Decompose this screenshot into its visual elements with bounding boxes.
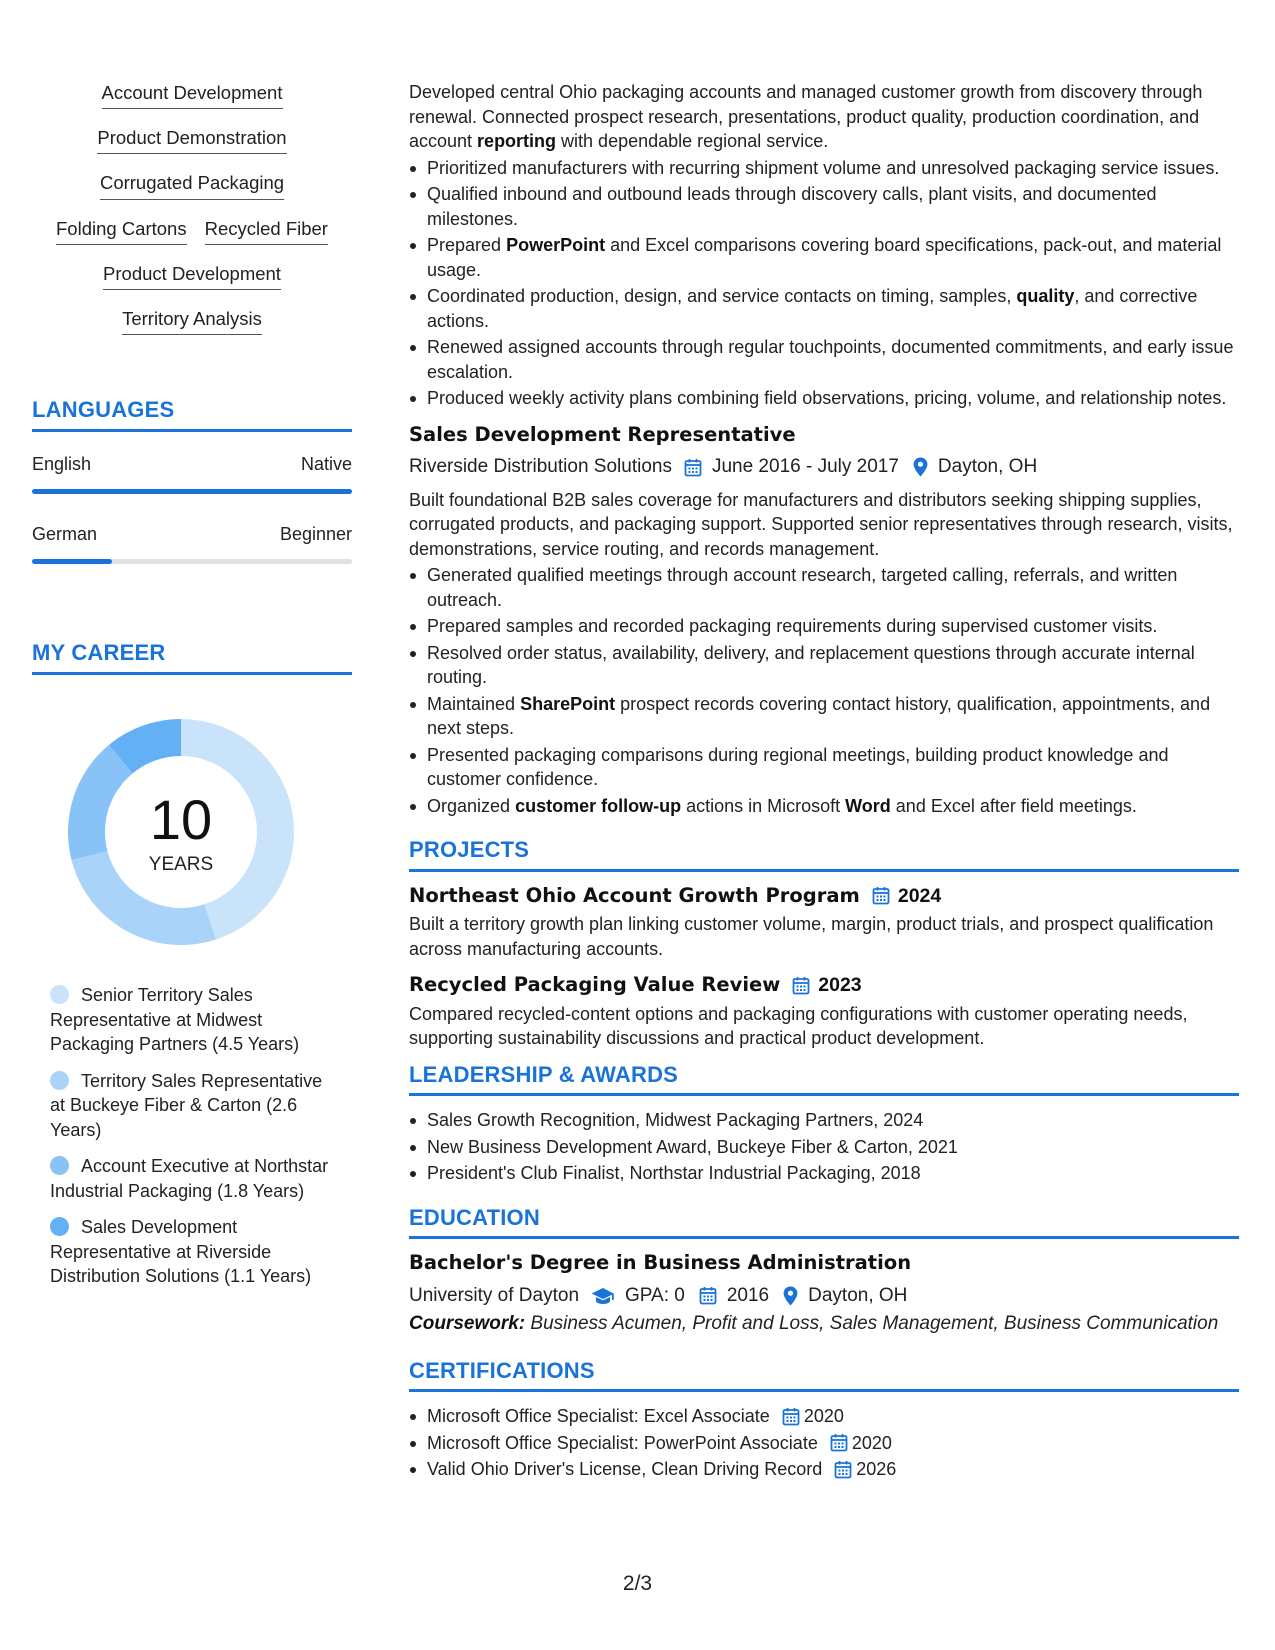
donut-center (66, 717, 296, 947)
language-row (32, 454, 352, 475)
skill-tag: Product Development (103, 263, 281, 290)
language-item (32, 454, 352, 494)
languages-list (32, 454, 352, 564)
job-summary: Built foundational B2B sales coverage for manufacturers and distributors seeking shipping supplies, corrugated products, and packaging support. Supported senior representatives through research, visits, demonstrations, service routing, and records management. (409, 489, 1233, 559)
bullet-item (409, 692, 1239, 741)
certification-item (409, 1457, 1239, 1482)
bullet-text: Organized (427, 795, 516, 816)
section-title: LEADERSHIP & AWARDS (409, 1063, 1239, 1097)
skill-row (32, 218, 352, 245)
skill-tag: Product Demonstration (97, 127, 286, 154)
award-item: President's Club Finalist, Northstar Industrial Packaging, 2018 (409, 1161, 1239, 1186)
location-pin-icon (783, 1286, 798, 1306)
language-proficiency-bar (32, 489, 352, 494)
summary-text: Developed central Ohio packaging accounts and managed customer growth from discovery through renewal. Connected prospect research, presentations, product quality, production coordination, and account (409, 82, 1203, 151)
bullet-text: Qualified inbound and outbound leads through discovery calls, plant visits, and documented milestones. (427, 184, 1157, 229)
bullet-item (409, 233, 1239, 282)
certification-item (409, 1431, 1239, 1456)
bullet-item (409, 156, 1239, 181)
skill-row (32, 127, 352, 154)
bullet-keyword: SharePoint (520, 693, 616, 714)
bullet-item (409, 284, 1239, 333)
certification-name: Microsoft Office Specialist: PowerPoint Associate (427, 1432, 818, 1453)
certification-year: 2020 (803, 1406, 844, 1426)
skill-tag: Folding Cartons (56, 218, 187, 245)
bullet-keyword: PowerPoint (506, 235, 606, 255)
award-item: Sales Growth Recognition, Midwest Packaging Partners, 2024 (409, 1108, 1239, 1133)
education-section (409, 1206, 1239, 1337)
section-title: EDUCATION (409, 1206, 1239, 1240)
section-title: MY CAREER (32, 640, 352, 675)
awards-section (409, 1063, 1239, 1186)
language-level: Beginner (279, 524, 352, 545)
skill-row (32, 308, 352, 335)
skill-row (32, 172, 352, 199)
gpa: GPA: 0 (625, 1284, 685, 1306)
languages-section (32, 397, 352, 564)
calendar-icon (872, 886, 890, 905)
job-location: Dayton, OH (937, 456, 1038, 477)
career-legend-label: Senior Territory Sales Representative at Midwest Packaging Partners (4.5 Years) (50, 985, 300, 1055)
bullet-text: , and corrective actions. (427, 286, 1198, 331)
project-name: Recycled Packaging Value Review (409, 973, 781, 996)
career-legend-label: Territory Sales Representative at Buckeye Fiber & Carton (2.6 Years) (50, 1070, 323, 1140)
job-title: Sales Development Representative (409, 422, 796, 446)
bullet-text: Renewed assigned accounts through regular touchpoints, documented commitments, and early issue escalation. (427, 337, 1234, 382)
bullet-item (409, 335, 1239, 384)
section-title: PROJECTS (409, 838, 1239, 872)
page-number: 2/3 (622, 1572, 653, 1595)
bullet-keyword: Word (845, 795, 891, 816)
section-title: CERTIFICATIONS (409, 1359, 1239, 1393)
language-proficiency-fill (32, 489, 352, 494)
bullet-text: Coordinated production, design, and service contacts on timing, samples, (427, 286, 1017, 306)
bullet-item (409, 563, 1239, 612)
skill-tag: Recycled Fiber (205, 218, 328, 245)
skills-list (32, 82, 352, 335)
coursework-list: Business Acumen, Profit and Loss, Sales Management, Business Communication (525, 1313, 1219, 1334)
bullet-item (409, 182, 1239, 231)
main-content (409, 80, 1239, 1484)
language-row (32, 524, 352, 545)
projects-list (409, 884, 1239, 1051)
school-location: Dayton, OH (808, 1284, 908, 1306)
career-section (32, 640, 352, 1289)
location-pin-icon (913, 457, 928, 477)
career-legend-item (50, 1215, 340, 1289)
career-total-years: 10 (149, 788, 213, 852)
bullet-item (409, 386, 1239, 411)
calendar-icon (684, 458, 702, 477)
calendar-icon (699, 1286, 717, 1305)
bullet-keyword: customer follow-up (515, 795, 682, 816)
job-summary (409, 80, 1239, 154)
career-legend-item (50, 1069, 340, 1143)
graduation-year: 2016 (726, 1284, 770, 1306)
award-item: New Business Development Award, Buckeye Fiber & Carton, 2021 (409, 1135, 1239, 1160)
bullet-text: Prepared (427, 235, 507, 255)
certification-year: 2020 (851, 1432, 892, 1453)
career-total-unit: YEARS (148, 854, 214, 876)
bullet-item (409, 743, 1239, 792)
awards-list (409, 1108, 1239, 1186)
bullet-text: Maintained (427, 693, 521, 714)
project-item (409, 884, 1239, 962)
certifications-section (409, 1359, 1239, 1482)
projects-section (409, 838, 1239, 1051)
project-header (409, 884, 1239, 909)
language-proficiency-fill (32, 559, 112, 564)
calendar-icon (830, 1433, 848, 1452)
project-header (409, 973, 1239, 998)
degree-title: Bachelor's Degree in Business Administration (409, 1251, 912, 1274)
certification-name: Microsoft Office Specialist: Excel Associate (427, 1406, 770, 1426)
coursework-label: Coursework: (409, 1313, 526, 1334)
company-name: Riverside Distribution Solutions (409, 456, 672, 477)
calendar-icon (834, 1460, 852, 1479)
career-legend-item (50, 1154, 340, 1203)
bullet-item (409, 614, 1239, 639)
job-bullets (409, 156, 1239, 411)
certifications-list (409, 1404, 1239, 1482)
project-year: 2023 (818, 974, 862, 996)
skill-row (32, 263, 352, 290)
career-legend-item (50, 983, 340, 1057)
bullet-text: and Excel comparisons covering board specifications, pack-out, and material usage. (427, 235, 1222, 280)
coursework (409, 1312, 1239, 1337)
certification-item (409, 1404, 1239, 1429)
calendar-icon (782, 1407, 800, 1426)
language-proficiency-bar (32, 559, 352, 564)
bullet-text: Prioritized manufacturers with recurring shipment volume and unresolved packaging service issues. (427, 157, 1220, 178)
section-title: LANGUAGES (32, 397, 352, 432)
skill-tag: Corrugated Packaging (100, 172, 284, 199)
bullet-keyword: quality (1016, 286, 1075, 306)
project-description: Built a territory growth plan linking customer volume, margin, product trials, and prospect qualification across manufacturing accounts. (409, 914, 1214, 959)
certification-year: 2026 (856, 1459, 897, 1479)
career-legend-label: Sales Development Representative at Riverside Distribution Solutions (1.1 Years) (50, 1217, 312, 1287)
language-item (32, 524, 352, 564)
project-item (409, 973, 1239, 1051)
project-name: Northeast Ohio Account Growth Program (409, 883, 860, 907)
legend-dot-icon (50, 1071, 69, 1090)
school-name: University of Dayton (409, 1284, 580, 1306)
career-legend-label: Account Executive at Northstar Industrial Packaging (1.8 Years) (50, 1156, 329, 1201)
legend-dot-icon (50, 1156, 69, 1175)
bullet-item (409, 794, 1239, 819)
job-bullets (409, 563, 1239, 818)
career-donut-chart (66, 717, 296, 947)
bullet-text: Produced weekly activity plans combining field observations, pricing, volume, and relationship notes. (427, 388, 1227, 408)
job-meta (409, 455, 1239, 480)
graduation-cap-icon (591, 1287, 615, 1305)
project-year: 2024 (897, 884, 942, 907)
bullet-text: Presented packaging comparisons during regional meetings, building product knowledge and customer confidence. (427, 744, 1169, 789)
language-name: German (32, 524, 98, 545)
bullet-item (409, 641, 1239, 690)
skill-row (32, 82, 352, 109)
sidebar (32, 82, 352, 1301)
legend-dot-icon (50, 985, 69, 1004)
education-meta (409, 1284, 1239, 1309)
bullet-text: and Excel after field meetings. (890, 795, 1137, 816)
bullet-text: prospect records covering contact history, qualification, appointments, and next steps. (427, 693, 1211, 738)
calendar-icon (792, 976, 810, 995)
bullet-text: actions in Microsoft (681, 795, 846, 816)
project-description: Compared recycled-content options and packaging configurations with customer operating needs, supporting sustainability discussions and practical product development. (409, 1003, 1188, 1048)
language-level: Native (300, 454, 352, 475)
skill-tag: Territory Analysis (122, 308, 262, 335)
job-dates: June 2016 - July 2017 (711, 456, 899, 477)
summary-text: with dependable regional service. (556, 131, 829, 151)
career-legend (50, 983, 340, 1289)
bullet-text: Resolved order status, availability, delivery, and replacement questions through accurate internal routing. (427, 642, 1195, 687)
summary-keyword: reporting (477, 131, 557, 151)
skill-tag: Account Development (102, 82, 283, 109)
language-name: English (32, 454, 92, 475)
bullet-text: Generated qualified meetings through account research, targeted calling, referrals, and written outreach. (427, 565, 1178, 610)
certification-name: Valid Ohio Driver's License, Clean Driving Record (427, 1459, 823, 1479)
legend-dot-icon (50, 1217, 69, 1236)
bullet-text: Prepared samples and recorded packaging requirements during supervised customer visits. (427, 616, 1158, 636)
